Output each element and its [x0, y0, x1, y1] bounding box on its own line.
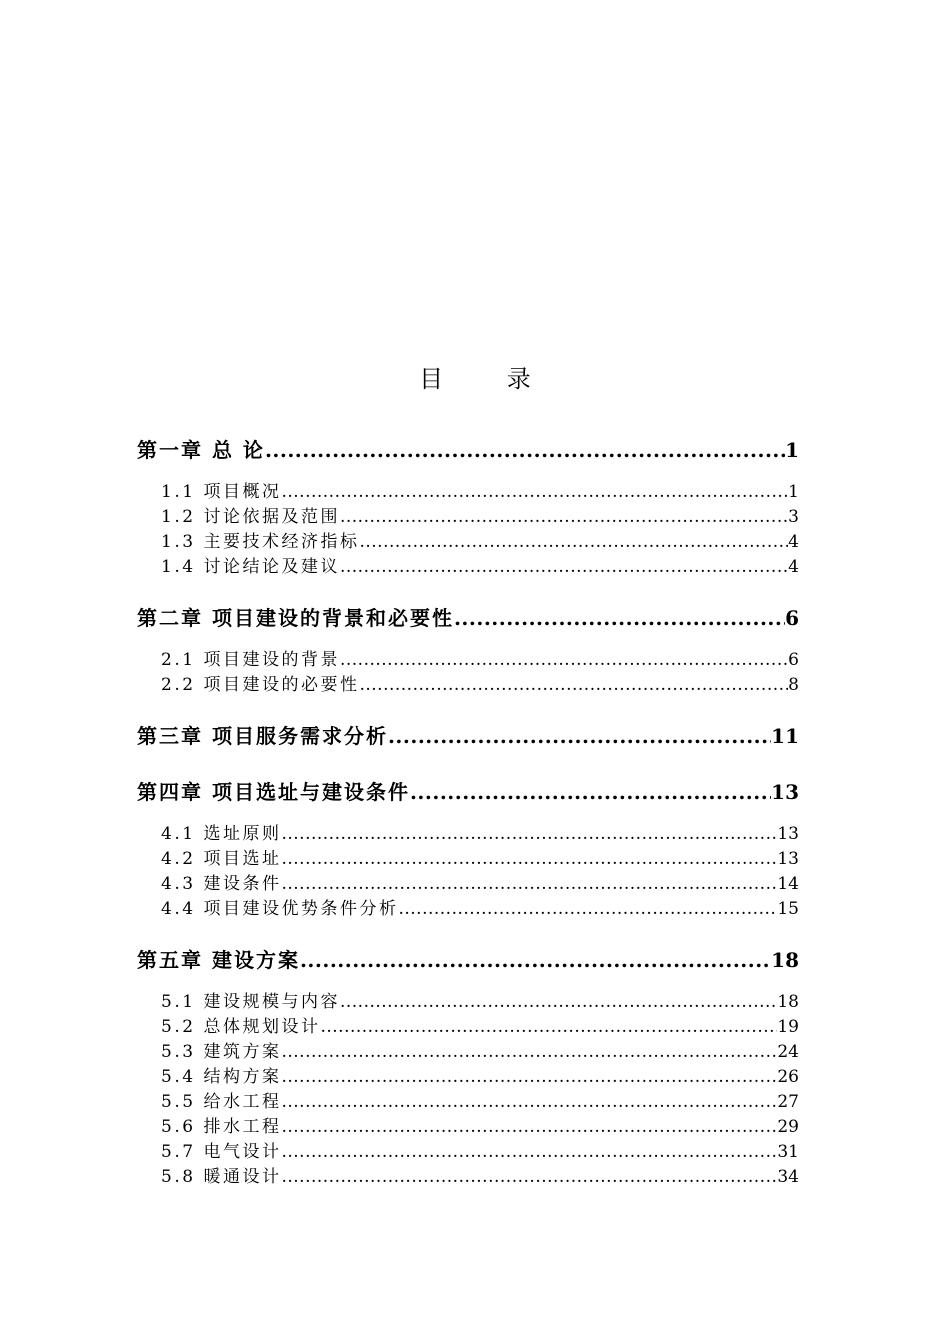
toc-entry-label: 第四章 项目选址与建设条件 [137, 780, 410, 804]
toc-entry-label: 4.3 建设条件 [161, 874, 282, 894]
toc-section-entry[interactable] [137, 1090, 799, 1115]
toc-entry-label: 4.2 项目选址 [161, 849, 282, 869]
toc-entry-label: 1.2 讨论依据及范围 [161, 507, 340, 527]
toc-entry-page-number: 18 [777, 992, 799, 1012]
toc-dot-leader [359, 530, 788, 555]
toc-dot-leader [340, 648, 788, 673]
toc-entry-page-number: 24 [777, 1042, 799, 1062]
toc-entry-label: 1.3 主要技术经济指标 [161, 532, 360, 552]
toc-entry-page-number: 13 [777, 849, 799, 869]
toc-section-entry[interactable] [137, 505, 799, 530]
toc-entry-page-number: 6 [785, 606, 799, 630]
toc-entry-page-number: 18 [771, 948, 799, 972]
toc-section-entry[interactable] [137, 1140, 799, 1165]
toc-entry-page-number: 3 [788, 507, 799, 527]
toc-entry-label: 2.2 项目建设的必要性 [161, 675, 360, 695]
toc-entry-label: 第一章 总 论 [137, 438, 265, 462]
toc-entry-label: 5.5 给水工程 [161, 1092, 282, 1112]
toc-dot-leader [281, 872, 777, 897]
toc-dot-leader [454, 600, 785, 636]
toc-entry-page-number: 11 [771, 724, 799, 748]
toc-dot-leader [281, 480, 788, 505]
toc-section-entry[interactable] [137, 1115, 799, 1140]
toc-entry-page-number: 13 [771, 780, 799, 804]
toc-chapter-entry[interactable] [137, 942, 799, 978]
toc-entry-label: 5.1 建设规模与内容 [161, 992, 340, 1012]
toc-title: 目 录 [419, 365, 559, 393]
table-of-contents [137, 432, 799, 1190]
toc-section-entry[interactable] [137, 872, 799, 897]
toc-dot-leader [320, 1015, 777, 1040]
toc-section-entry[interactable] [137, 1165, 799, 1190]
toc-entry-label: 5.2 总体规划设计 [161, 1017, 321, 1037]
toc-dot-leader [281, 1165, 777, 1190]
toc-entry-label: 2.1 项目建设的背景 [161, 650, 340, 670]
toc-dot-leader [281, 1115, 777, 1140]
toc-section-entry[interactable] [137, 555, 799, 580]
toc-entry-page-number: 26 [777, 1067, 799, 1087]
toc-dot-leader [410, 774, 771, 810]
toc-section-entry[interactable] [137, 673, 799, 698]
toc-section-entry[interactable] [137, 530, 799, 555]
toc-entry-page-number: 6 [788, 650, 799, 670]
toc-entry-label: 5.8 暖通设计 [161, 1167, 282, 1187]
toc-chapter-entry[interactable] [137, 718, 799, 754]
toc-dot-leader [359, 673, 788, 698]
toc-entry-page-number: 4 [788, 532, 799, 552]
toc-section-entry[interactable] [137, 847, 799, 872]
toc-section-entry[interactable] [137, 1065, 799, 1090]
toc-entry-label: 5.7 电气设计 [161, 1142, 282, 1162]
toc-entry-label: 1.1 项目概况 [161, 482, 282, 502]
toc-dot-leader [281, 1065, 777, 1090]
toc-entry-page-number: 1 [788, 482, 799, 502]
toc-entry-page-number: 34 [777, 1167, 799, 1187]
toc-entry-page-number: 15 [777, 899, 799, 919]
toc-section-entry[interactable] [137, 480, 799, 505]
toc-entry-page-number: 1 [785, 438, 799, 462]
toc-dot-leader [265, 432, 785, 468]
toc-dot-leader [281, 822, 777, 847]
toc-entry-label: 5.3 建筑方案 [161, 1042, 282, 1062]
toc-entry-label: 5.6 排水工程 [161, 1117, 282, 1137]
toc-entry-page-number: 14 [777, 874, 799, 894]
toc-entry-page-number: 29 [777, 1117, 799, 1137]
toc-section-entry[interactable] [137, 648, 799, 673]
toc-entry-label: 1.4 讨论结论及建议 [161, 557, 340, 577]
toc-entry-label: 第五章 建设方案 [137, 948, 300, 972]
toc-dot-leader [281, 1040, 777, 1065]
toc-entry-page-number: 8 [788, 675, 799, 695]
toc-dot-leader [388, 718, 771, 754]
toc-section-entry[interactable] [137, 897, 799, 922]
toc-chapter-entry[interactable] [137, 432, 799, 468]
toc-chapter-entry[interactable] [137, 774, 799, 810]
toc-dot-leader [398, 897, 777, 922]
toc-chapter-entry[interactable] [137, 600, 799, 636]
toc-dot-leader [300, 942, 771, 978]
toc-entry-page-number: 13 [777, 824, 799, 844]
toc-dot-leader [281, 1090, 777, 1115]
toc-dot-leader [340, 555, 788, 580]
toc-section-entry[interactable] [137, 990, 799, 1015]
toc-entry-label: 4.1 选址原则 [161, 824, 282, 844]
toc-dot-leader [281, 1140, 777, 1165]
toc-section-entry[interactable] [137, 1040, 799, 1065]
toc-section-entry[interactable] [137, 1015, 799, 1040]
toc-entry-label: 5.4 结构方案 [161, 1067, 282, 1087]
toc-entry-label: 第三章 项目服务需求分析 [137, 724, 388, 748]
toc-entry-page-number: 31 [777, 1142, 799, 1162]
toc-section-entry[interactable] [137, 822, 799, 847]
toc-dot-leader [281, 847, 777, 872]
toc-entry-page-number: 27 [777, 1092, 799, 1112]
toc-entry-page-number: 19 [777, 1017, 799, 1037]
toc-entry-label: 第二章 项目建设的背景和必要性 [137, 606, 454, 630]
toc-entry-page-number: 4 [788, 557, 799, 577]
toc-entry-label: 4.4 项目建设优势条件分析 [161, 899, 399, 919]
toc-dot-leader [340, 990, 777, 1015]
toc-dot-leader [340, 505, 788, 530]
